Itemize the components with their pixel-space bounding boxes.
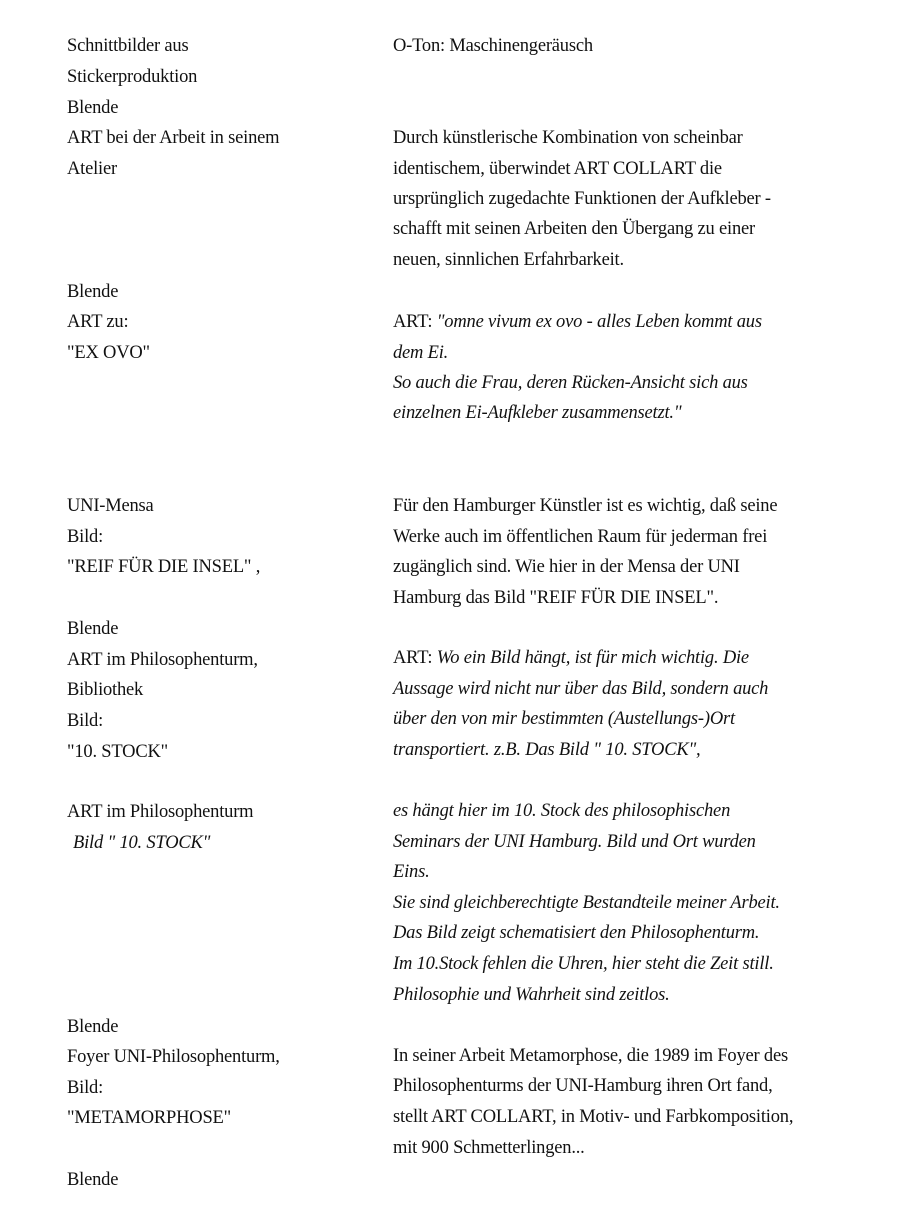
shot-description-line: Stickerproduktion bbox=[67, 67, 198, 87]
shot-description-line: ART bei der Arbeit in seinem bbox=[67, 128, 280, 148]
quote-text: Wo ein Bild hängt, ist für mich wichtig. Die bbox=[436, 648, 749, 668]
narration-line: In seiner Arbeit Metamorphose, die 1989 im Foyer des bbox=[393, 1046, 788, 1066]
shot-description-line: UNI-Mensa bbox=[67, 496, 154, 516]
shot-description-line: Blende bbox=[67, 1170, 119, 1190]
quote-line: transportiert. z.B. Das Bild " 10. STOCK", bbox=[393, 740, 701, 760]
narration-line: stellt ART COLLART, in Motiv- und Farbkomposition, bbox=[393, 1107, 794, 1127]
shot-description-line: "EX OVO" bbox=[67, 343, 150, 363]
quote-line: Das Bild zeigt schematisiert den Philosophenturm. bbox=[393, 923, 760, 943]
shot-description-line: Bibliothek bbox=[67, 680, 144, 700]
quote-line: über den von mir bestimmten (Austellungs-)Ort bbox=[393, 709, 735, 729]
quote-line: Sie sind gleichberechtigte Bestandteile meiner Arbeit. bbox=[393, 893, 780, 913]
shot-description-line: "METAMORPHOSE" bbox=[67, 1108, 231, 1128]
quote-line: Eins. bbox=[393, 862, 430, 882]
quote-line: So auch die Frau, deren Rücken-Ansicht sich aus bbox=[393, 373, 748, 393]
narration-line: mit 900 Schmetterlingen... bbox=[393, 1138, 585, 1158]
quote-line: Im 10.Stock fehlen die Uhren, hier steht die Zeit still. bbox=[393, 954, 774, 974]
shot-description-line: Blende bbox=[67, 619, 119, 639]
narration-line: Hamburg das Bild "REIF FÜR DIE INSEL". bbox=[393, 588, 719, 608]
shot-description-line: ART zu: bbox=[67, 312, 129, 332]
quote-text: "omne vivum ex ovo - alles Leben kommt aus bbox=[436, 312, 762, 332]
narration-line: identischem, überwindet ART COLLART die bbox=[393, 159, 722, 179]
narration-line: zugänglich sind. Wie hier in der Mensa der UNI bbox=[393, 557, 740, 577]
narration-line: Philosophenturms der UNI-Hamburg ihren Ort fand, bbox=[393, 1076, 773, 1096]
shot-description-line: Schnittbilder aus bbox=[67, 36, 189, 56]
quote-line: einzelnen Ei-Aufkleber zusammensetzt." bbox=[393, 403, 682, 423]
narration-line: ursprünglich zugedachte Funktionen der Aufkleber - bbox=[393, 189, 771, 209]
shot-description-line: Bild: bbox=[67, 1078, 104, 1098]
shot-description-line: Foyer UNI-Philosophenturm, bbox=[67, 1047, 280, 1067]
speaker-label: ART: bbox=[393, 648, 437, 668]
narration-line: neuen, sinnlichen Erfahrbarkeit. bbox=[393, 250, 624, 270]
narration-line bbox=[393, 311, 762, 333]
quote-line: Seminars der UNI Hamburg. Bild und Ort wurden bbox=[393, 832, 756, 852]
narration-line: schafft mit seinen Arbeiten den Übergang zu einer bbox=[393, 219, 755, 239]
speaker-label: ART: bbox=[393, 312, 437, 332]
shot-description-line: Blende bbox=[67, 98, 119, 118]
quote-line: Philosophie und Wahrheit sind zeitlos. bbox=[393, 985, 670, 1005]
shot-description-line: "10. STOCK" bbox=[67, 742, 168, 762]
quote-line: Aussage wird nicht nur über das Bild, sondern auch bbox=[393, 679, 769, 699]
shot-description-line: Bild: bbox=[67, 711, 104, 731]
quote-line: es hängt hier im 10. Stock des philosophischen bbox=[393, 801, 731, 821]
quote-line: dem Ei. bbox=[393, 343, 449, 363]
narration-line: Durch künstlerische Kombination von scheinbar bbox=[393, 128, 743, 148]
narration-line: Für den Hamburger Künstler ist es wichtig, daß seine bbox=[393, 496, 778, 516]
shot-description-line: Bild " 10. STOCK" bbox=[73, 833, 211, 853]
shot-description-line: ART im Philosophenturm, bbox=[67, 650, 258, 670]
shot-description-line: ART im Philosophenturm bbox=[67, 802, 254, 822]
narration-line: Werke auch im öffentlichen Raum für jederman frei bbox=[393, 527, 768, 547]
narration-line: O-Ton: Maschinengeräusch bbox=[393, 36, 593, 56]
shot-description-line: Atelier bbox=[67, 159, 117, 179]
shot-description-line: Blende bbox=[67, 282, 119, 302]
shot-description-line: Blende bbox=[67, 1017, 119, 1037]
shot-description-line: "REIF FÜR DIE INSEL" , bbox=[67, 557, 261, 577]
narration-line bbox=[393, 647, 749, 669]
shot-description-line: Bild: bbox=[67, 527, 104, 547]
